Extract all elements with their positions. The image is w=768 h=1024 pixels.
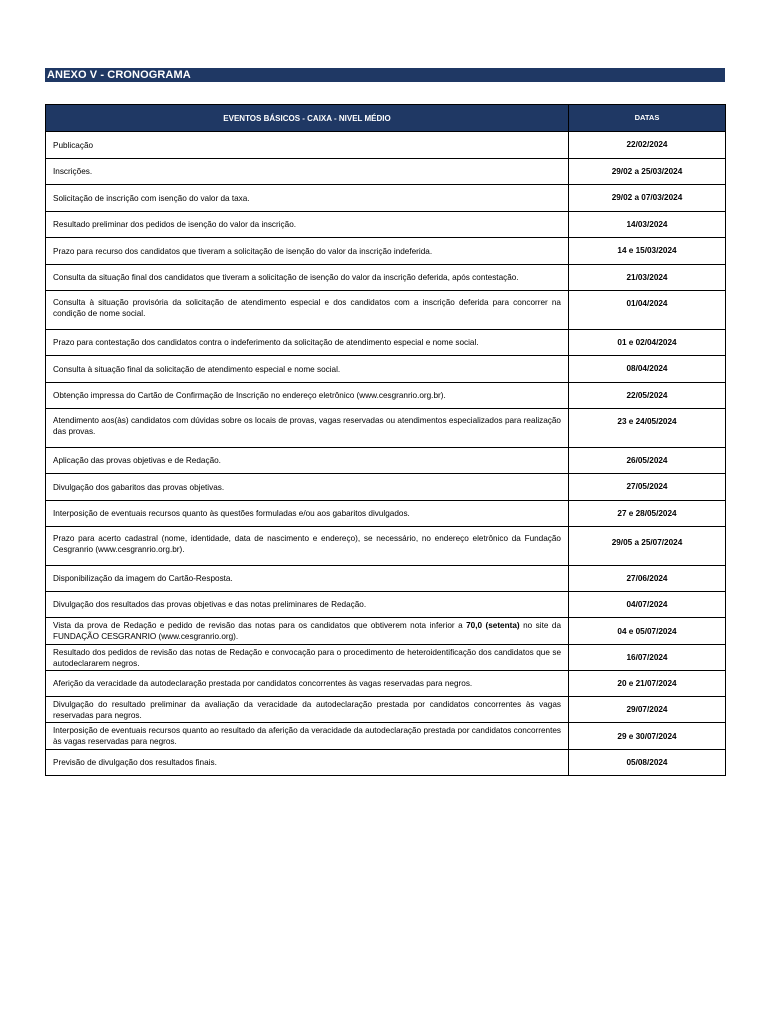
table-row [46, 671, 726, 697]
schedule-table [45, 104, 726, 776]
table-row [46, 356, 726, 383]
event-cell: Prazo para contestação dos candidatos contra o indeferimento da solicitação de atendimento especial e nome social. [46, 330, 569, 356]
event-cell: Resultado preliminar dos pedidos de isenção do valor da inscrição. [46, 212, 569, 238]
column-header-dates: DATAS [569, 105, 726, 132]
event-cell: Divulgação dos resultados das provas objetivas e das notas preliminares de Redação. [46, 592, 569, 618]
event-text: no site da FUNDAÇÃO CESGRANRIO (www.cesgranrio.org). [53, 621, 561, 641]
date-cell: 29/02 a 25/03/2024 [569, 159, 726, 185]
annex-title: ANEXO V - CRONOGRAMA [45, 68, 725, 82]
table-row [46, 212, 726, 238]
table-row [46, 618, 726, 645]
table-row [46, 159, 726, 185]
date-cell: 16/07/2024 [569, 645, 726, 671]
date-cell: 27/05/2024 [569, 474, 726, 501]
event-cell: Consulta da situação final dos candidatos que tiveram a solicitação de isenção do valor da inscrição deferida, após contestação. [46, 265, 569, 291]
event-cell: Interposição de eventuais recursos quanto ao resultado da aferição da veracidade da autodeclaração prestada por candidatos concorrentes às vagas reservadas para negros. [46, 723, 569, 750]
event-cell: Atendimento aos(às) candidatos com dúvidas sobre os locais de provas, vagas reservadas ou atendimentos especializados para realização das provas. [46, 409, 569, 448]
date-cell: 05/08/2024 [569, 750, 726, 776]
table-row [46, 723, 726, 750]
event-cell: Aplicação das provas objetivas e de Redação. [46, 448, 569, 474]
date-cell: 14 e 15/03/2024 [569, 238, 726, 265]
event-cell: Disponibilização da imagem do Cartão-Resposta. [46, 566, 569, 592]
schedule-body [46, 132, 726, 776]
date-cell: 29 e 30/07/2024 [569, 723, 726, 750]
date-cell: 22/02/2024 [569, 132, 726, 159]
event-cell: Divulgação do resultado preliminar da avaliação da veracidade da autodeclaração prestada por candidatos concorrentes às vagas reservadas para negros. [46, 697, 569, 723]
table-row [46, 697, 726, 723]
date-cell: 29/05 a 25/07/2024 [569, 527, 726, 566]
event-cell: Consulta à situação final da solicitação de atendimento especial e nome social. [46, 356, 569, 383]
table-row [46, 566, 726, 592]
table-row [46, 291, 726, 330]
event-cell: Prazo para acerto cadastral (nome, identidade, data de nascimento e endereço), se necessário, no endereço eletrônico da Fundação Cesgranrio (www.cesgranrio.org.br). [46, 527, 569, 566]
date-cell: 27 e 28/05/2024 [569, 501, 726, 527]
date-cell: 23 e 24/05/2024 [569, 409, 726, 448]
event-cell: Previsão de divulgação dos resultados finais. [46, 750, 569, 776]
table-row [46, 132, 726, 159]
event-cell: Resultado dos pedidos de revisão das notas de Redação e convocação para o procedimento de heteroidentificação dos candidatos que se autodeclararem negros. [46, 645, 569, 671]
event-cell: Interposição de eventuais recursos quanto às questões formuladas e/ou aos gabaritos divulgados. [46, 501, 569, 527]
table-row [46, 238, 726, 265]
date-cell: 29/07/2024 [569, 697, 726, 723]
date-cell: 20 e 21/07/2024 [569, 671, 726, 697]
column-header-events: EVENTOS BÁSICOS - CAIXA - NIVEL MÉDIO [46, 105, 569, 132]
event-cell: Aferição da veracidade da autodeclaração prestada por candidatos concorrentes às vagas reservadas para negros. [46, 671, 569, 697]
date-cell: 04 e 05/07/2024 [569, 618, 726, 645]
table-row [46, 501, 726, 527]
table-header-row [46, 105, 726, 132]
table-row [46, 409, 726, 448]
date-cell: 22/05/2024 [569, 383, 726, 409]
table-row [46, 265, 726, 291]
table-row [46, 185, 726, 212]
table-row [46, 527, 726, 566]
table-row [46, 383, 726, 409]
date-cell: 08/04/2024 [569, 356, 726, 383]
table-row [46, 474, 726, 501]
table-row [46, 330, 726, 356]
date-cell: 01 e 02/04/2024 [569, 330, 726, 356]
date-cell: 14/03/2024 [569, 212, 726, 238]
date-cell: 01/04/2024 [569, 291, 726, 330]
table-row [46, 645, 726, 671]
date-cell: 26/05/2024 [569, 448, 726, 474]
table-row [46, 592, 726, 618]
table-row [46, 448, 726, 474]
event-cell: Publicação [46, 132, 569, 159]
event-cell: Obtenção impressa do Cartão de Confirmação de Inscrição no endereço eletrônico (www.cesgranrio.org.br). [46, 383, 569, 409]
event-cell: Prazo para recurso dos candidatos que tiveram a solicitação de isenção do valor da inscrição indeferida. [46, 238, 569, 265]
date-cell: 04/07/2024 [569, 592, 726, 618]
event-cell: Inscrições. [46, 159, 569, 185]
event-cell: Consulta à situação provisória da solicitação de atendimento especial e dos candidatos com a inscrição deferida para concorrer na condição de nome social. [46, 291, 569, 330]
date-cell: 29/02 a 07/03/2024 [569, 185, 726, 212]
event-cell: Solicitação de inscrição com isenção do valor da taxa. [46, 185, 569, 212]
date-cell: 21/03/2024 [569, 265, 726, 291]
event-text-emphasis: 70,0 (setenta) [466, 621, 520, 630]
date-cell: 27/06/2024 [569, 566, 726, 592]
table-row [46, 750, 726, 776]
event-text: Vista da prova de Redação e pedido de revisão das notas para os candidatos que obtiverem nota inferior a [53, 621, 467, 630]
event-cell: Divulgação dos gabaritos das provas objetivas. [46, 474, 569, 501]
event-cell [46, 618, 569, 645]
